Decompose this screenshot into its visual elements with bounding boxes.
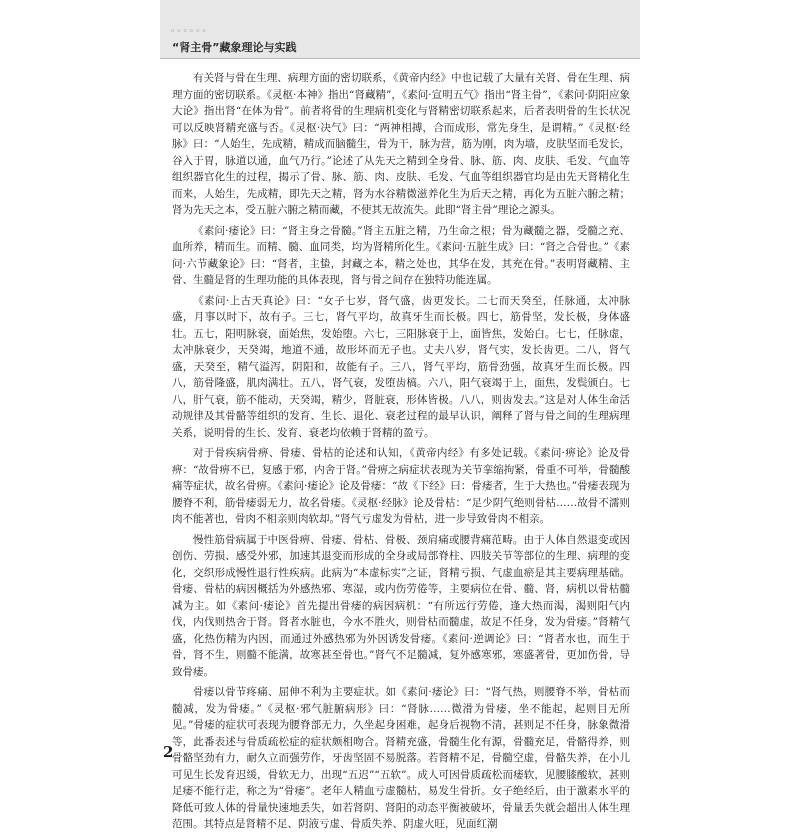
body-text: [172, 70, 630, 837]
page-number: 2: [163, 743, 174, 761]
paragraph: 慢性筋骨病属于中医骨痹、骨痿、骨枯、骨极、颈肩痛或腰背痛范畴。由于人体自然退变或因创伤、劳损、感受外邪，加速其退变而形成的全身或局部脊柱、四肢关节等部位的生理、病理的变化，交织形成慢性退行性疾病。此病为“本虚标实”之证，肾精亏损、气虚血瘀是其主要病理基础。骨痿、骨枯的病因概括为外感热邪、寒湿，或内伤劳倦等，主要病位在骨、髓、肾，病机以骨枯髓减为主。如《素问·痿论》首先提出骨痿的病因病机：“有所远行劳倦，逢大热而渴，渴则阳气内伐，内伐则热舍于肾。肾者水脏也，今水不胜火，则骨枯而髓虚，故足不任身，发为骨痿。”肾精气盛，化热伤精为内因，而通过外感热邪为外因诱发骨痿。《素问·逆调论》曰：“肾者水也，而生于骨，肾不生，则髓不能满，故寒甚至骨也。”肾气不足髓减，复外感寒邪，寒盛著骨，更加伤骨，导致骨痿。: [172, 533, 630, 678]
paragraph: 《素问·上古天真论》曰：“女子七岁，肾气盛，齿更发长。二七而天癸至，任脉通，太冲脉盛，月事以时下，故有子。三七，肾气平均，故真牙生而长极。四七，筋骨坚，发长极，身体盛壮。五七，阳明脉衰，面始焦，发始堕。六七，三阳脉衰于上，面皆焦，发始白。七七，任脉虚，太冲脉衰少，天癸竭，地道不通，故形坏而无子也。丈夫八岁，肾气实，发长齿更。二八，肾气盛，天癸至，精气溢泻，阴阳和，故能有子。三八，肾气平均，筋骨劲强，故真牙生而长极。四八，筋骨隆盛，肌肉满壮。五八，肾气衰，发堕齿槁。六八，阳气衰竭于上，面焦，发鬓颁白。七八，肝气衰，筋不能动，天癸竭，精少，肾脏衰，形体皆极。八八，则齿发去。”这是对人体生命活动规律及其骨骼等组织的发育、生长、退化、衰老过程的最早认识，阐释了肾与骨之间的生理病理关系，说明骨的生长、发育、衰老均依赖于肾精的盈亏。: [172, 294, 630, 439]
header-decoration: ◦◦◦◦◦◦: [170, 27, 208, 37]
running-header-title: “肾主骨”藏象理论与实践: [172, 41, 297, 54]
paragraph: 骨痿以骨节疼痛、屈伸不利为主要症状。如《素问·痿论》曰：“肾气热，则腰脊不举，骨枯而髓减，发为骨痿。”《灵枢·邪气脏腑病形》曰：“肾脉……微滑为骨痿，坐不能起，起则目无所见。”骨痿的症状可表现为腰脊部无力，久坐起身困难，起身后视物不清，甚则足不任身，脉象微滑等，此番表述与骨质疏松症的症状颇相吻合。肾精充盛，骨髓生化有源，骨髓充足，骨骼得养，则骨骼坚劲有力，耐久立而强劳作，牙齿坚固不易脱落。若肾精不足，骨髓空虚，骨骼失养，在小儿可见生长发育迟缓，骨软无力，出现“五迟”“五软”。成人可因骨质疏松而痿软，见腰膝酸软，甚则足痿不能行走，称之为“骨痿”。老年人精血亏虚髓枯，易发生骨折。女子绝经后，由于激素水平的降低可致人体的骨量快速地丢失，如若肾阴、肾阳的动态平衡被破坏，骨量丢失就会超出人体生理范围。其特点是肾精不足、阴液亏虚、骨质失养、阴虚火旺，见面红潮: [172, 686, 630, 830]
paragraph: 有关肾与骨在生理、病理方面的密切联系，《黄帝内经》中也记载了大量有关肾、骨在生理、病理方面的密切联系。《灵枢·本神》指出“肾藏精”，《素问·宣明五气》指出“肾主骨”，《素问·阴阳应象大论》指出肾“在体为骨”。前者将骨的生理病机变化与肾精密切联系起来，后者表明骨的生长状况可以反映肾精充盛与否。《灵枢·决气》曰：“两神相搏，合而成形，常先身生，是谓精。”《灵枢·经脉》曰：“人始生，先成精，精成而脑髓生，骨为干，脉为营，筋为刚，肉为墙，皮肤坚而毛发长，谷入于胃，脉道以通，血气乃行。”论述了从先天之精到全身骨、脉、筋、肉、皮肤、毛发、气血等组织器官化生的过程，揭示了骨、脉、筋、肉、皮肤、毛发、气血等组织器官均是由先天肾精化生而来，人始生，先成精，即先天之精，肾为水谷精微滋养化生为后天之精，再化为五脏六腑之精；肾为先天之本，受五脏六腑之精而藏，不使其无故流失。此即“肾主骨”理论之源头。: [172, 72, 630, 216]
header-rule: [160, 58, 640, 59]
paragraph: 《素问·痿论》曰：“肾主身之骨髓。”肾主五脏之精，乃生命之根；骨为藏髓之器，受髓之充、血所养，精而生。而精、髓、血同类，均为肾精所化生。《素问·五脏生成》曰：“肾之合骨也。”《素问·六节藏象论》曰：“肾者，主蛰，封藏之本，精之处也，其华在发，其充在骨。”表明肾藏精、主骨、生髓是肾的生理功能的具体表现，肾与骨之间存在独特功能连属。: [172, 224, 630, 286]
paragraph: 对于骨疾病骨痹、骨痿、骨枯的论述和认知，《黄帝内经》有多处记载。《素问·痹论》论及骨痹：“故骨痹不已，复感于邪，内舍于肾。”骨痹之病症状表现为关节挛缩拘紧，骨重不可举，骨髓酸痛等症状，故名骨痹。《素问·痿论》论及骨痿：“故《下经》曰：骨痿者，生于大热也。”骨痿表现为腰脊不利，筋骨痿弱无力，故名骨痿。《灵枢·经脉》论及骨枯：“足少阴气绝则骨枯……故骨不濡则肉不能著也，骨肉不相亲则肉软却。”肾气亏虚发为骨枯，进一步导致骨肉不相亲。: [172, 447, 630, 525]
